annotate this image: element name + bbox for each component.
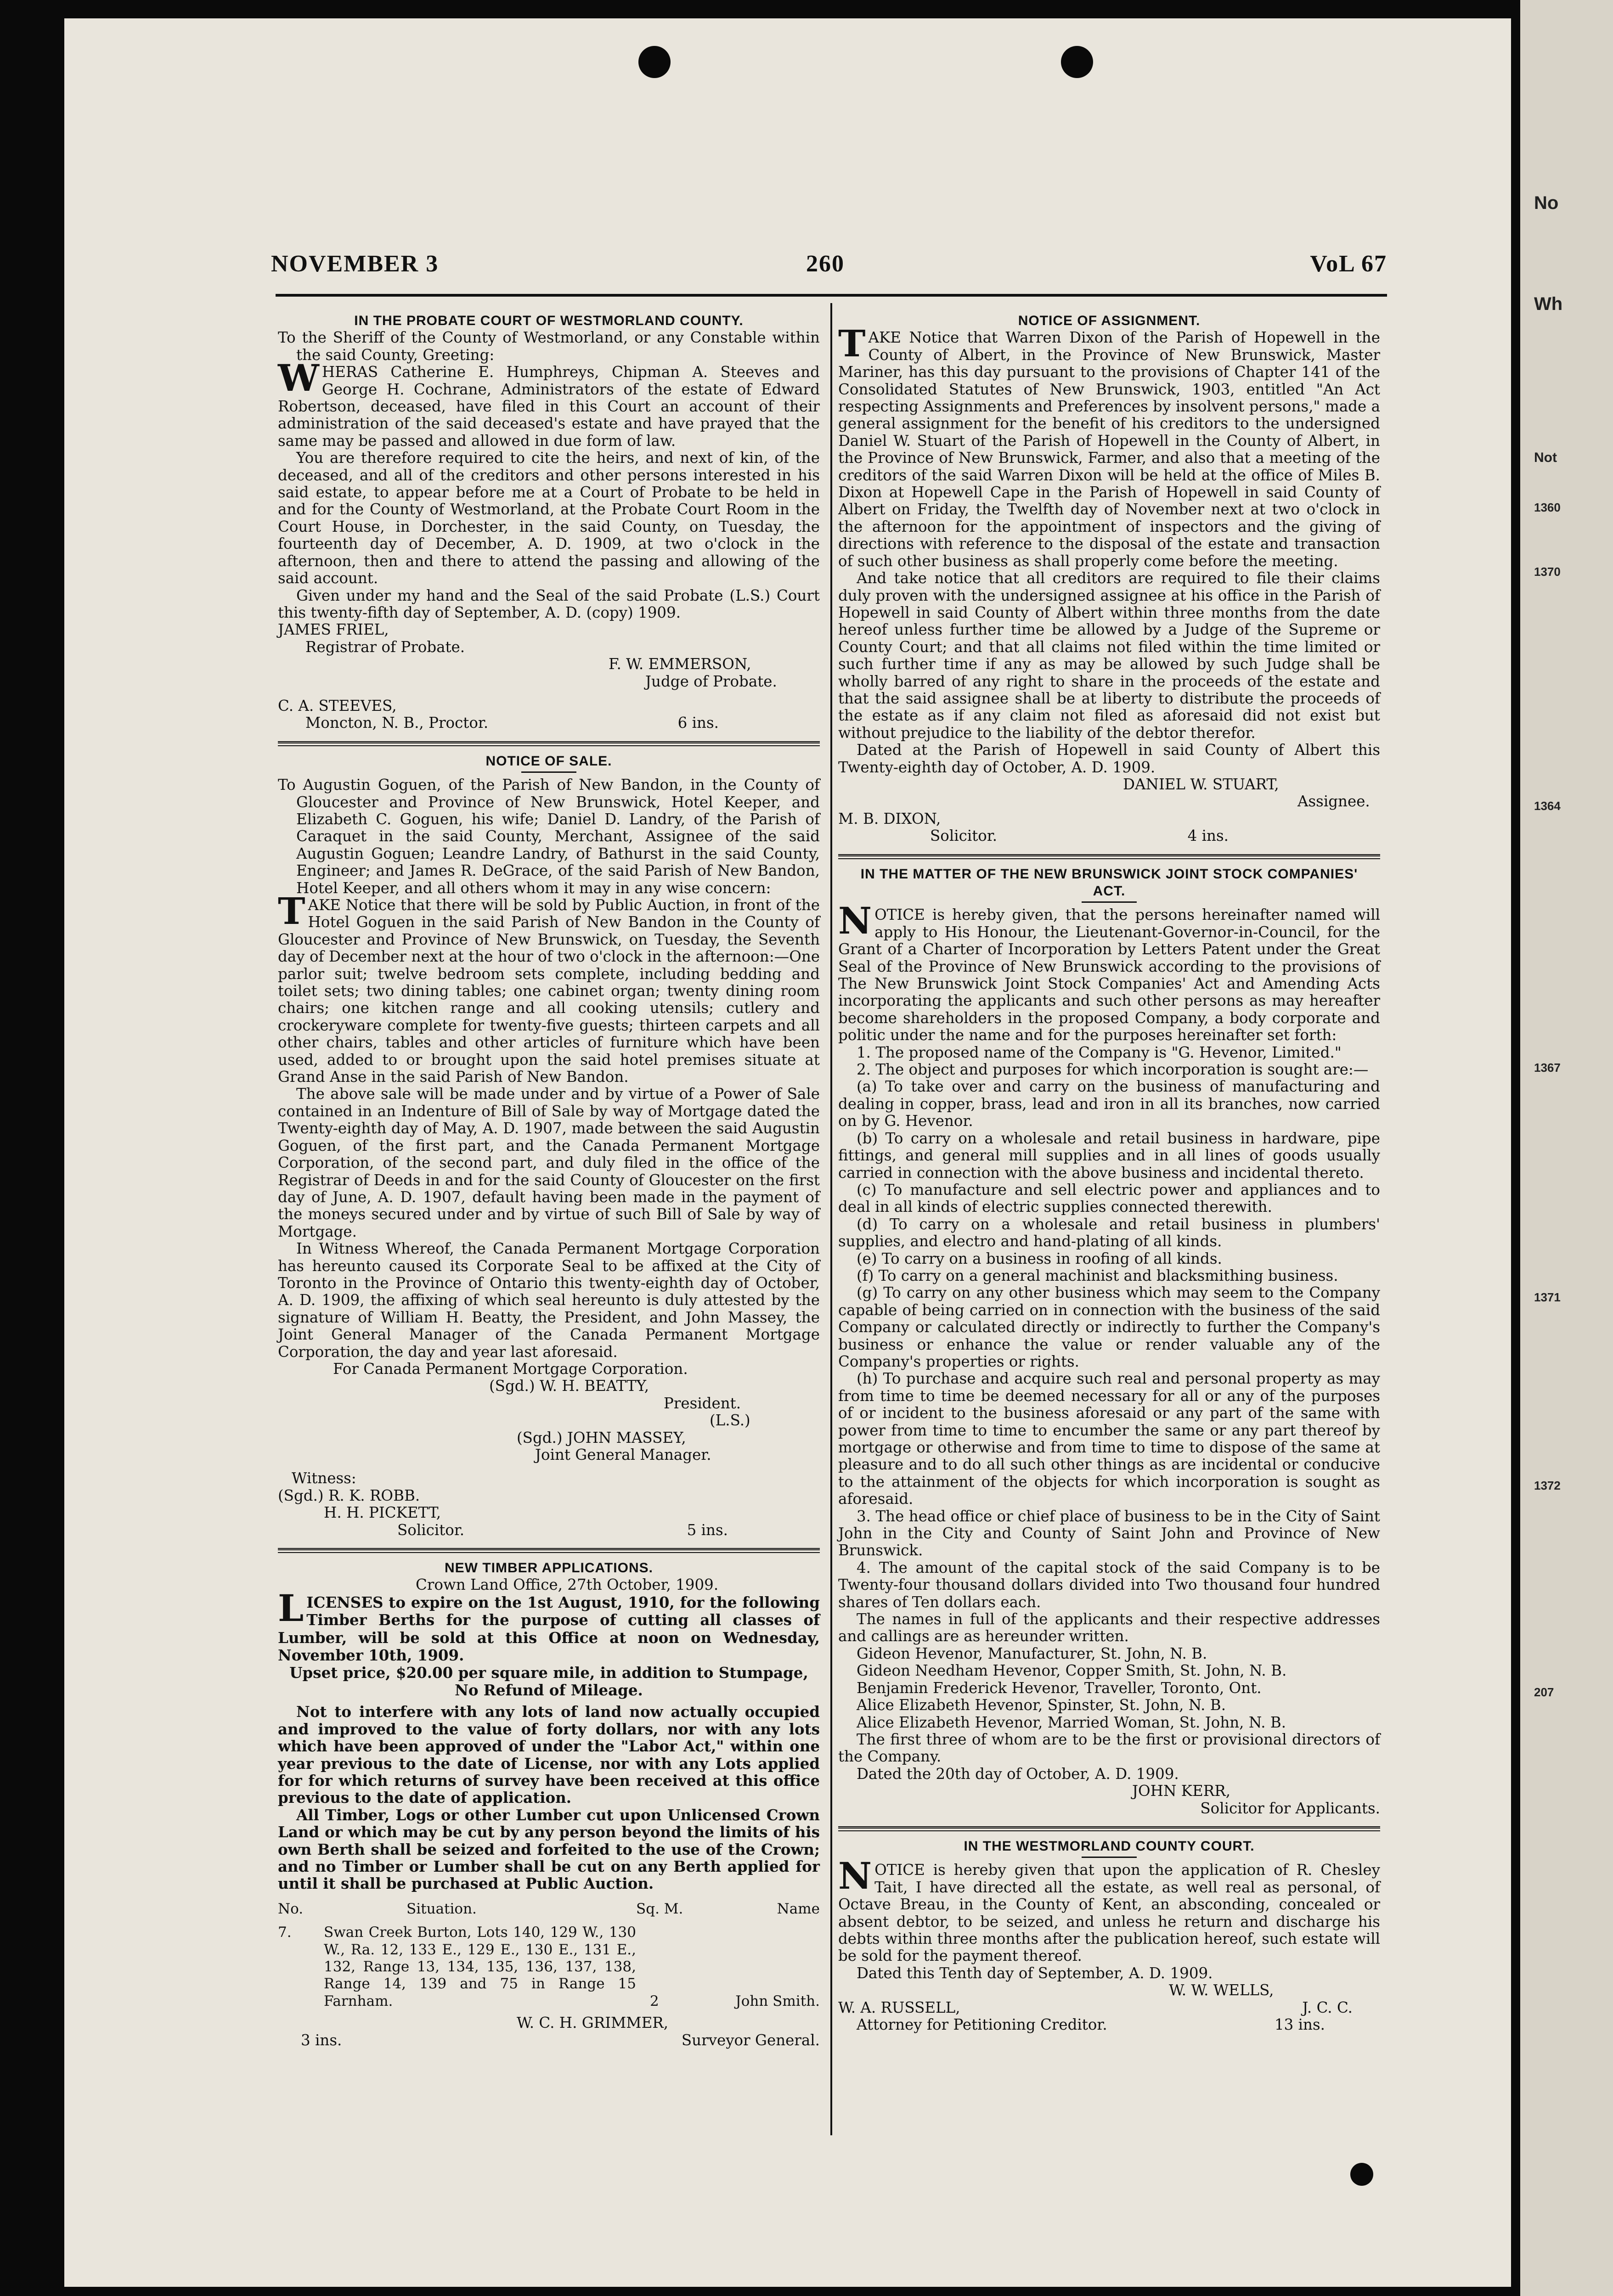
sale-address: To Augustin Goguen, of the Parish of New Bandon, in the County of Gloucester and Province of New Brunswick, Hotel Keeper, and Elizabeth C. Goguen, his wife; Daniel D. Landry, of the Parish of Caraquet in the said County, Merchant, Assignee of the said Augustin Goguen; Leandre Landry, of Bathurst in the said County, Engineer; and James R. DeGrace, of the said Parish of New Bandon, Hotel Keeper, and all others whom it may in any wise concern: [278,776,820,897]
sale-paragraph: The above sale will be made under and by virtue of a Power of Sale contained in an Indenture of Bill of Sale by way of Mortgage dated the Twenty-eighth day of May, A. D. 1907, made between the said Augustin Goguen, of the first part, and the Canada Permanent Mortgage Corporation, of the second part, and duly filed in the office of the Registrar of Deeds in and for the said County of Gloucester on the first day of June, A. D. 1907, default having been made in the payment of the moneys secured under and by virtue of such Bill of Sale by way of Mortgage. [278,1085,820,1240]
assignment-dated: Dated at the Parish of Hopewell in said County of Albert this Twenty-eighth day of October, A. D. 1909. [838,741,1380,776]
witness-label: Witness: [292,1469,356,1487]
applicant-name: Alice Elizabeth Hevenor, Spinster, St. John, N. B. [857,1696,1226,1714]
table-header-row [278,1901,820,1918]
witness-name: (Sgd.) R. K. ROBB. [278,1486,420,1504]
margin-mark: 1367 [1534,1061,1561,1075]
joint-stock-dated: Dated the 20th day of October, A. D. 1909. [857,1765,1179,1783]
signer-name: DANIEL W. STUART, [1123,775,1279,793]
sale-paragraph: In Witness Whereof, the Canada Permanent Mortgage Corporation has hereunto caused its Corporate Seal to be affixed at the City of Toronto in the Province of Ontario this twenty-eighth day of October, A. D. 1909, the affixing of which seal hereunto is duly attested by the signature of William H. Beatty, the President, and John Massey, the Joint General Manager of the Canada Permanent Mortgage Corporation, the day and year last aforesaid. [278,1240,820,1361]
timber-paragraph: Not to interfere with any lots of land now actually occupied and improved to the value of forty dollars, nor with any lots which have been approved of under the "Labor Act," within one year previous to the date of License, nor with any Lots applied for for which returns of survey have been received at this office previous to the date of application. [278,1703,820,1807]
punch-hole [638,46,671,78]
seal-mark: (L.S.) [710,1412,750,1429]
header-rule [276,294,1387,297]
margin-mark: 1372 [1534,1479,1561,1492]
probate-address: To the Sheriff of the County of Westmorland, or any Constable within the said County, Greeting: [278,329,820,364]
timber-table [278,1901,820,2010]
probate-paragraph: HERAS Catherine E. Humphreys, Chipman A. Steeves and George H. Cochrane, Administrators of the estate of Edward Robertson, deceased, have filed in this Court an account of their administration of the said deceased's estate and have prayed that the same may be passed and allowed in due form of law. [278,363,820,450]
signer-title: Solicitor for Applicants. [1200,1799,1380,1817]
list-item: (g) To carry on any other business which may seem to the Company capable of being carried on in connection with the business of the said Company or calculated directly or indirectly to further the Company's business or enhance the value or render valuable any of the Company's properties or rights. [838,1284,1380,1370]
drop-cap: W [278,356,319,400]
solicitor-title: Solicitor. [397,1521,465,1539]
section-rule [278,741,820,746]
heading-underline [1082,901,1137,903]
joint-stock-notice [838,866,1380,1817]
solicitor-title: Solicitor. [930,827,998,845]
ink-blot [1350,2163,1373,2186]
drop-cap: T [278,889,305,933]
insertion-count: 3 ins. [301,2031,342,2049]
solicitor-name: M. B. DIXON, [838,810,941,827]
joint-stock-paragraph: OTICE is hereby given, that the persons hereinafter named will apply to His Honour, the Lieutenant-Governor-in-Council, for the Grant of a Charter of Incorporation by Letters Patent under the Great Seal of the Province of New Brunswick according to the provisions of The New Brunswick Joint Stock Companies' Act and Amending Acts incorporating the applicants and such other persons as may hereafter become shareholders in the proposed Company, a body corporate and politic under the name and for the purposes hereinafter set forth: [838,906,1380,1044]
assignment-paragraph: AKE Notice that Warren Dixon of the Parish of Hopewell in the County of Albert, in the Province of New Brunswick, Master Mariner, has this day pursuant to the provisions of Chapter 141 of the Consolidated Statutes of New Brunswick, 1903, entitled "An Act respecting Assignments and Preferences by insolvent persons," made a general assignment for the benefit of his creditors to the undersigned Daniel W. Stuart of the Parish of Hopewell in the County of Albert, in the Province of New Brunswick, Farmer, and also that a meeting of the creditors of the said Warren Dixon will be held at the office of Miles B. Dixon at Hopewell Cape in the Parish of Hopewell in said County of Albert on Friday, the Twelfth day of November next at two o'clock in the afternoon for the appointment of inspectors and the giving of directions with reference to the disposal of the estate and transaction of such other business as shall properly come before the meeting. [838,329,1380,570]
signer-name: (Sgd.) JOHN MASSEY, [517,1429,686,1446]
section-rule [838,854,1380,859]
probate-given: Given under my hand and the Seal of the said Probate (L.S.) Court this twenty-fifth day of September, A. D. (copy) 1909. [278,586,820,621]
margin-mark: 207 [1534,1685,1554,1699]
page-header [271,250,1387,282]
county-court-notice [838,1838,1380,2033]
signer-title: Assignee. [1297,793,1370,810]
sale-notice [278,753,820,1539]
drop-cap: L [278,1586,304,1630]
insertion-count: 5 ins. [687,1521,728,1539]
punch-hole [1061,46,1093,78]
county-court-paragraph: OTICE is hereby given that upon the application of R. Chesley Tait, I have directed all the estate, as well real as personal, of Octave Breau, in the County of Kent, an absconding, concealed or absent debtor, to be seized, and unless he return and discharge his debts within three months after the publication hereof, such estate will be sold for the payment thereof. [838,1861,1380,1965]
margin-mark: No [1534,193,1559,213]
drop-cap: T [838,322,866,366]
judge-name: W. W. WELLS, [1169,1981,1274,1999]
section-rule [838,1826,1380,1831]
applicant-name: Benjamin Frederick Hevenor, Traveller, Toronto, Ont. [857,1679,1262,1697]
timber-paragraph: All Timber, Logs or other Lumber cut upon Unlicensed Crown Land or which may be cut by any person beyond the limits of his own Berth shall be seized and forfeited to the use of the Crown; and no Timber or Lumber shall be cut on any Berth applied for until it shall be purchased at Public Auction. [278,1806,820,1893]
margin-mark: Wh [1534,294,1563,314]
list-item: 1. The proposed name of the Company is "G. Hevenor, Limited." [857,1043,1342,1061]
heading-underline [521,771,576,773]
margin-mark: 1364 [1534,799,1561,813]
column-header: No. [278,1900,304,1917]
signer-title: President. [664,1394,741,1412]
signer-name: W. C. H. GRIMMER, [517,2014,669,2032]
drop-cap: N [838,899,872,943]
list-item: 2. The object and purposes for which incorporation is sought are:— [857,1061,1369,1079]
list-item: (h) To purchase and acquire such real and personal property as may from time to time be deemed necessary for all or any of the purposes of or incident to the business aforesaid or any part of the same with power from time to time to encumber the same or any part thereof by mortgage or otherwise and from time to time to dispose of the same at pleasure and to do all such other things as are incidental or conducive to the attainment of the objects for which incorporation is sought as aforesaid. [838,1370,1380,1508]
table-cell: 7. [278,1924,292,1941]
left-column [278,312,820,2049]
header-date: NOVEMBER 3 [271,251,439,277]
timber-paragraph: ICENSES to expire on the 1st August, 1910, for the following Timber Berths for the purpose of cutting all classes of Lumber, will be sold at this Office at noon on Wednesday, November 10th, 1909. [278,1593,820,1665]
probate-heading: IN THE PROBATE COURT OF WESTMORLAND COUNTY. [354,313,744,328]
assignment-heading: NOTICE OF ASSIGNMENT. [1018,313,1201,328]
signer-title: Surveyor General. [681,2031,820,2049]
attorney-title: Attorney for Petitioning Creditor. [857,2016,1107,2033]
judge-title: Judge of Probate. [645,672,777,690]
registrar-title: Registrar of Probate. [305,638,465,656]
attorney-name: W. A. RUSSELL, [838,1998,960,2016]
county-court-heading: IN THE WESTMORLAND COUNTY COURT. [964,1838,1255,1854]
table-cell: Swan Creek Burton, Lots 140, 129 W., 130 W., Ra. 12, 133 E., 129 E., 130 E., 131 E., 132, Range 13, 134, 135, 136, 137, 138, Range 14, 139 and 75 in Range 15 Farnham. [324,1924,636,2009]
column-rule [830,303,832,2135]
timber-office: Crown Land Office, 27th October, 1909. [416,1576,719,1594]
list-item: 4. The amount of the capital stock of the said Company is to be Twenty-four thousand dollars divided into Two thousand four hundred shares of Ten dollars each. [838,1559,1380,1611]
assignment-notice [838,312,1380,845]
sale-heading: NOTICE OF SALE. [485,753,612,769]
solicitor-name: H. H. PICKETT, [324,1504,441,1522]
page-number: 260 [806,251,845,277]
margin-mark: 1370 [1534,565,1561,579]
list-item: (d) To carry on a wholesale and retail business in plumbers' supplies, and electro and hand-plating of all kinds. [838,1215,1380,1250]
assignment-paragraph: And take notice that all creditors are required to file their claims duly proven with the undersigned assignee at his office in the Parish of Hopewell in said County of Albert within three months from the date hereof unless further time be allowed by a Judge of the Supreme or County Court; and that all claims not filed within the time limited or such further time if any as may be allowed by such Judge shall be wholly barred of any right to share in the proceeds of the estate and that the said assignee shall be at liberty to distribute the proceeds of the estate as if any claim not filed as aforesaid did not exist but without prejudice to the liability of the debtor therefor. [838,569,1380,742]
judge-title: J. C. C. [1302,1998,1353,2016]
signer-title: Joint General Manager. [535,1446,711,1463]
joint-stock-heading: IN THE MATTER OF THE NEW BRUNSWICK JOINT STOCK COMPANIES' ACT. [860,866,1358,899]
insertion-count: 4 ins. [1187,827,1229,845]
list-item: (f) To carry on a general machinist and blacksmithing business. [857,1266,1338,1284]
list-item: 3. The head office or chief place of business to be in the City of Saint John in the City and County of Saint John and Province of New Brunswick. [838,1507,1380,1559]
judge-name: F. W. EMMERSON, [609,655,751,673]
volume-number: VoL 67 [1310,251,1387,277]
insertion-count: 6 ins. [677,714,719,732]
insertion-count: 13 ins. [1274,2016,1325,2033]
section-rule [278,1548,820,1553]
sale-for: For Canada Permanent Mortgage Corporation. [333,1360,688,1378]
proctor-name: C. A. STEEVES, [278,697,397,715]
timber-upset-price: Upset price, $20.00 per square mile, in addition to Stumpage, No Refund of Mileage. [289,1664,808,1699]
sale-paragraph: AKE Notice that there will be sold by Public Auction, in front of the Hotel Goguen in the said Parish of New Bandon in the County of Gloucester and Province of New Brunswick, on Tuesday, the Seventh day of December next at the hour of two o'clock in the afternoon:—One parlor suit; twelve bedroom sets complete, including bedding and toilet sets; two dining tables; one cabinet organ; twenty dining room chairs; one kitchen range and all cooking utensils; cutlery and crockeryware complete for twenty-five guests; thirteen carpets and all other chairs, tables and other articles of furniture which have been used, added to or brought upon the said hotel premises situate at Grand Anse in the said Parish of New Bandon. [278,896,820,1086]
list-item: (b) To carry on a wholesale and retail business in hardware, pipe fittings, and general mill supplies and in all lines of goods usually carried in connection with the above business and incidental thereto. [838,1129,1380,1182]
signer-name: (Sgd.) W. H. BEATTY, [489,1377,649,1395]
margin-mark: Not [1534,450,1557,465]
applicant-name: Gideon Hevenor, Manufacturer, St. John, N. B. [857,1644,1207,1662]
timber-heading: NEW TIMBER APPLICATIONS. [445,1560,653,1576]
names-intro: The names in full of the applicants and their respective addresses and callings are as hereunder written. [838,1610,1380,1645]
applicant-name: Gideon Needham Hevenor, Copper Smith, St. John, N. B. [857,1662,1287,1680]
signer-name: JOHN KERR, [1132,1782,1231,1800]
heading-underline [1082,1857,1137,1858]
adjacent-page-edge [1520,0,1613,2296]
applicant-name: Alice Elizabeth Hevenor, Married Woman, St. John, N. B. [857,1713,1286,1731]
margin-mark: 1371 [1534,1290,1561,1304]
table-row [278,1918,820,2010]
column-header: Sq. M. [636,1900,683,1917]
directors-note: The first three of whom are to be the first or provisional directors of the Company. [838,1730,1380,1766]
margin-mark: 1360 [1534,501,1561,514]
registrar-name: JAMES FRIEL, [278,621,389,639]
proctor-place: Moncton, N. B., Proctor. [305,714,489,732]
drop-cap: N [838,1854,872,1898]
table-cell: 2 [650,1992,659,2009]
timber-notice [278,1559,820,2049]
column-header: Situation. [406,1900,477,1917]
list-item: (e) To carry on a business in roofing of all kinds. [857,1249,1222,1267]
list-item: (c) To manufacture and sell electric power and appliances and to deal in all kinds of electric supplies connected therewith. [838,1181,1380,1216]
list-item: (a) To take over and carry on the business of manufacturing and dealing in copper, brass, lead and iron in all its branches, now carried on by G. Hevenor. [838,1078,1380,1130]
right-column [838,312,1380,2033]
probate-notice [278,312,820,732]
table-cell: John Smith. [735,1992,820,2009]
probate-paragraph: You are therefore required to cite the heirs, and next of kin, of the deceased, and all of the creditors and other persons interested in his said estate, to appear before me at a Court of Probate to be held in and for the County of Westmorland, at the Probate Court Room in the Court House, in Dorchester, in the said County, on Tuesday, the fourteenth day of December, A. D. 1909, at two o'clock in the afternoon, then and there to attend the passing and allowing of the said account. [278,449,820,587]
column-header: Name [777,1900,820,1917]
county-court-dated: Dated this Tenth day of September, A. D. 1909. [857,1964,1213,1982]
